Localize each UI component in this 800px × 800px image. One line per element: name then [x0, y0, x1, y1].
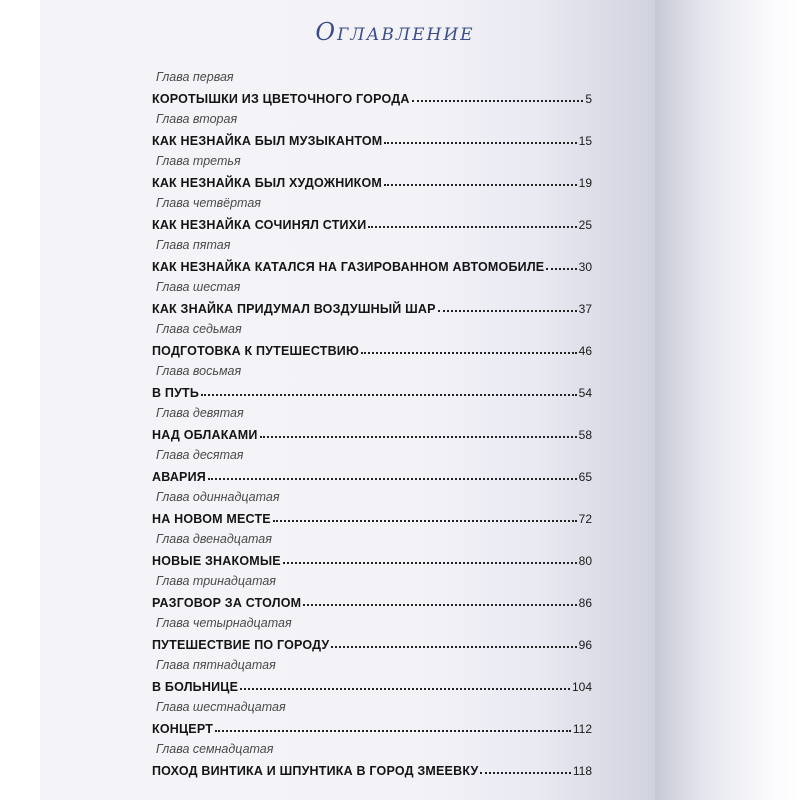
chapter-label: Глава пятнадцатая: [156, 658, 276, 672]
toc-row: [152, 758, 592, 778]
toc-entry: [152, 616, 592, 658]
toc-entry: [152, 490, 592, 532]
chapter-title: В БОЛЬНИЦЕ: [152, 680, 239, 694]
dot-leader: [215, 729, 571, 732]
page-edge-shadow: [655, 0, 800, 800]
chapter-label: Глава вторая: [156, 112, 238, 126]
page-number: 54: [578, 386, 592, 400]
toc-entry: [152, 532, 592, 574]
toc-entry: [152, 658, 592, 700]
dot-leader: [201, 393, 577, 396]
table-of-contents: [152, 70, 592, 784]
chapter-label: Глава четвёртая: [156, 196, 261, 210]
chapter-title: ПУТЕШЕСТВИЕ ПО ГОРОДУ: [152, 638, 330, 652]
chapter-title: В ПУТЬ: [152, 386, 200, 400]
toc-entry: [152, 238, 592, 280]
chapter-title: КАК НЕЗНАЙКА БЫЛ ХУДОЖНИКОМ: [152, 176, 383, 190]
dot-leader: [384, 141, 576, 144]
page-number: 25: [578, 218, 592, 232]
toc-entry: [152, 280, 592, 322]
chapter-label: Глава шестая: [156, 280, 241, 294]
toc-row: [152, 464, 592, 484]
toc-row: [152, 380, 592, 400]
page-number: 72: [578, 512, 592, 526]
chapter-title: ПОХОД ВИНТИКА И ШПУНТИКА В ГОРОД ЗМЕЕВКУ: [152, 764, 479, 778]
toc-row: [152, 338, 592, 358]
chapter-label: Глава шестнадцатая: [156, 700, 286, 714]
dot-leader: [283, 561, 577, 564]
page-number: 58: [578, 428, 592, 442]
dot-leader: [546, 267, 576, 270]
dot-leader: [438, 309, 577, 312]
toc-row: [152, 128, 592, 148]
page-number: 46: [578, 344, 592, 358]
toc-row: [152, 506, 592, 526]
toc-row: [152, 674, 592, 694]
page-number: 30: [578, 260, 592, 274]
page-number: 112: [572, 722, 592, 736]
toc-entry: [152, 112, 592, 154]
dot-leader: [368, 225, 576, 228]
toc-entry: [152, 70, 592, 112]
page-number: 96: [578, 638, 592, 652]
dot-leader: [384, 183, 577, 186]
chapter-label: Глава седьмая: [156, 322, 242, 336]
chapter-label: Глава третья: [156, 154, 241, 168]
chapter-title: РАЗГОВОР ЗА СТОЛОМ: [152, 596, 302, 610]
chapter-title: ПОДГОТОВКА К ПУТЕШЕСТВИЮ: [152, 344, 360, 358]
chapter-title: НА НОВОМ МЕСТЕ: [152, 512, 271, 526]
toc-row: [152, 212, 592, 232]
toc-row: [152, 590, 592, 610]
chapter-label: Глава четырнадцатая: [156, 616, 292, 630]
chapter-label: Глава первая: [156, 70, 234, 84]
chapter-label: Глава десятая: [156, 448, 244, 462]
toc-row: [152, 548, 592, 568]
chapter-label: Глава семнадцатая: [156, 742, 274, 756]
page-number: 86: [578, 596, 592, 610]
dot-leader: [273, 519, 577, 522]
dot-leader: [260, 435, 577, 438]
toc-entry: [152, 574, 592, 616]
toc-entry: [152, 742, 592, 784]
page-number: 37: [578, 302, 592, 316]
chapter-label: Глава пятая: [156, 238, 231, 252]
toc-entry: [152, 406, 592, 448]
page-number: 118: [572, 764, 592, 778]
toc-entry: [152, 700, 592, 742]
page-number: 5: [585, 92, 592, 106]
toc-row: [152, 716, 592, 736]
toc-entry: [152, 154, 592, 196]
chapter-label: Глава девятая: [156, 406, 244, 420]
dot-leader: [208, 477, 577, 480]
toc-entry: [152, 448, 592, 490]
page-number: 19: [578, 176, 592, 190]
chapter-title: НОВЫЕ ЗНАКОМЫЕ: [152, 554, 281, 568]
toc-row: [152, 296, 592, 316]
chapter-label: Глава двенадцатая: [156, 532, 272, 546]
chapter-title: КАК НЕЗНАЙКА СОЧИНЯЛ СТИХИ: [152, 218, 367, 232]
chapter-title: КАК НЕЗНАЙКА КАТАЛСЯ НА ГАЗИРОВАННОМ АВТОМОБИЛЕ: [152, 260, 545, 274]
page-number: 65: [578, 470, 592, 484]
toc-row: [152, 170, 592, 190]
page-number: 104: [571, 680, 592, 694]
toc-row: [152, 86, 592, 106]
toc-entry: [152, 196, 592, 238]
page-title: Оглавление: [315, 18, 475, 46]
toc-entry: [152, 322, 592, 364]
chapter-title: КОРОТЫШКИ ИЗ ЦВЕТОЧНОГО ГОРОДА: [152, 92, 410, 106]
dot-leader: [361, 351, 577, 354]
page-number: 15: [578, 134, 592, 148]
page-number: 80: [578, 554, 592, 568]
toc-row: [152, 632, 592, 652]
chapter-label: Глава восьмая: [156, 364, 242, 378]
chapter-title: АВАРИЯ: [152, 470, 206, 484]
dot-leader: [412, 99, 584, 102]
dot-leader: [240, 687, 570, 690]
toc-row: [152, 422, 592, 442]
chapter-title: КАК ЗНАЙКА ПРИДУМАЛ ВОЗДУШНЫЙ ШАР: [152, 302, 436, 316]
chapter-label: Глава одиннадцатая: [156, 490, 280, 504]
toc-entry: [152, 364, 592, 406]
dot-leader: [480, 771, 570, 774]
chapter-title: НАД ОБЛАКАМИ: [152, 428, 258, 442]
chapter-label: Глава тринадцатая: [156, 574, 276, 588]
toc-row: [152, 254, 592, 274]
chapter-title: КОНЦЕРТ: [152, 722, 214, 736]
chapter-title: КАК НЕЗНАЙКА БЫЛ МУЗЫКАНТОМ: [152, 134, 383, 148]
dot-leader: [303, 603, 576, 606]
dot-leader: [331, 645, 576, 648]
